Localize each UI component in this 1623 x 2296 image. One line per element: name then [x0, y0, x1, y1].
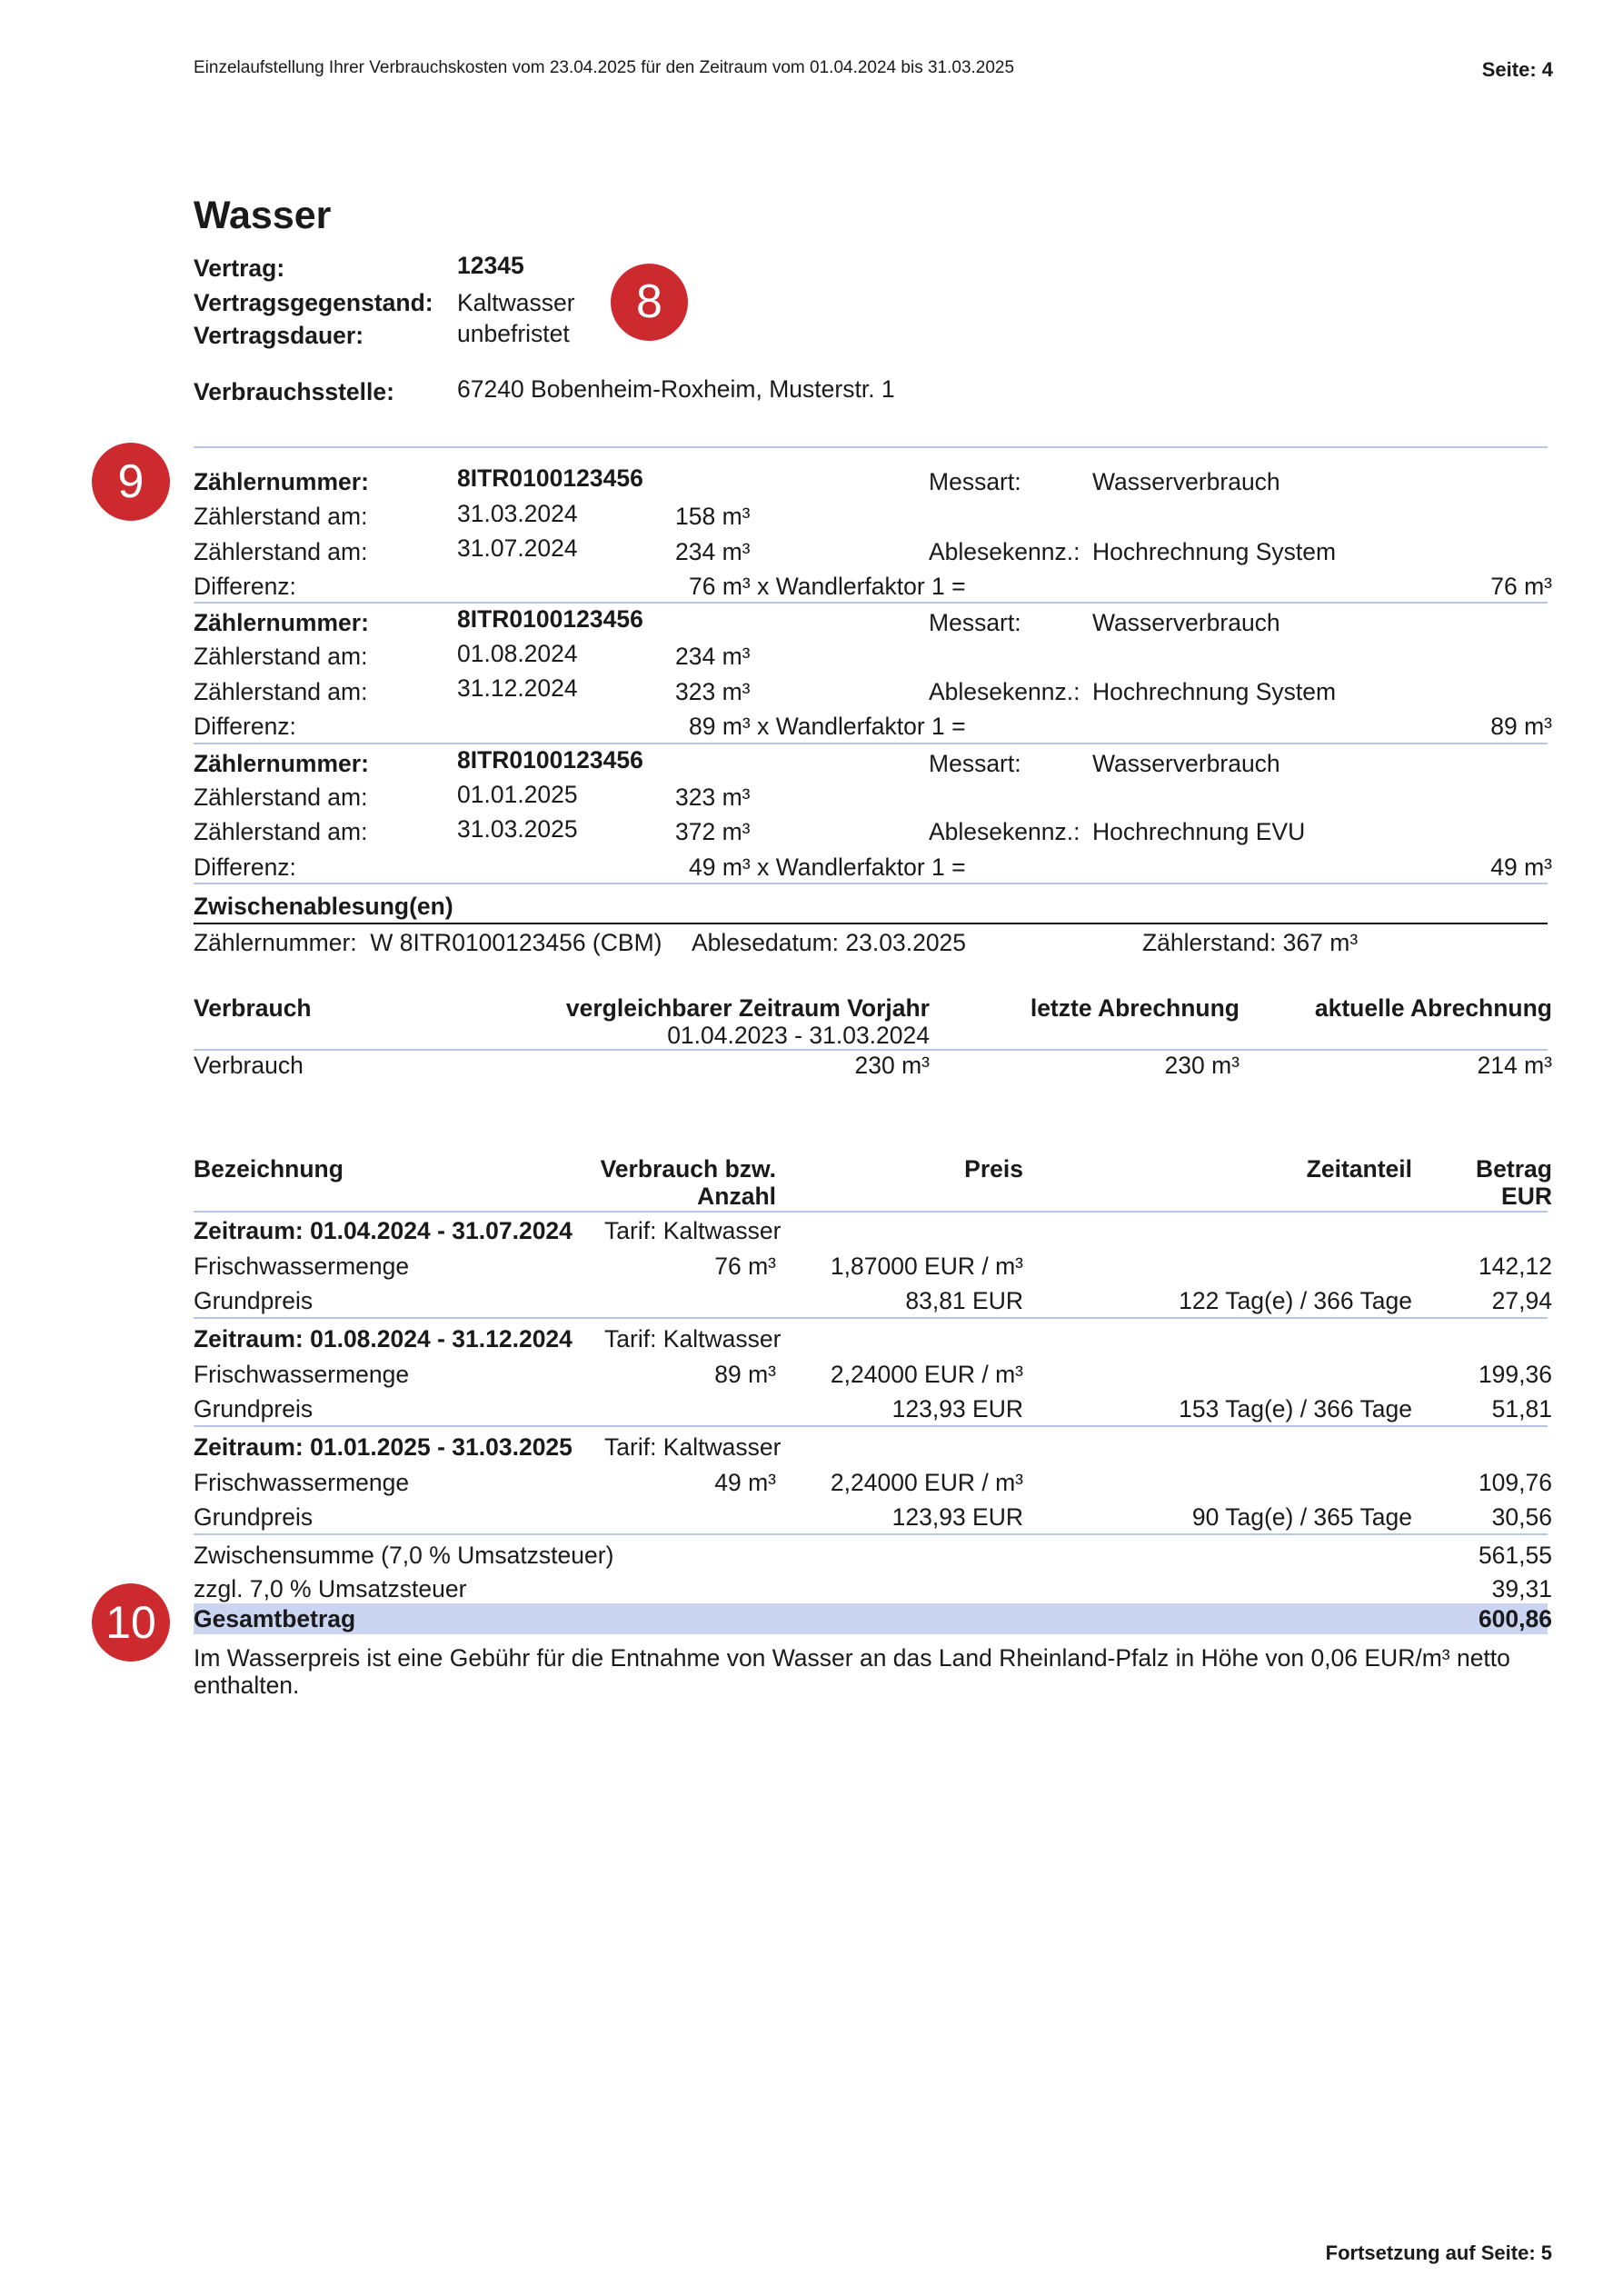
divider	[194, 1533, 1548, 1535]
zaehlerstand-value: 158 m³	[675, 503, 751, 530]
col-header-preis: Preis	[964, 1155, 1023, 1183]
section-title: Wasser	[194, 194, 332, 237]
col-header-letzte: letzte Abrechnung	[1030, 994, 1240, 1022]
meter-number-label: Zählernummer:	[194, 750, 369, 777]
grundpreis-betrag: 51,81	[1491, 1395, 1552, 1423]
messart-value: Wasserverbrauch	[1092, 750, 1280, 777]
umsatzsteuer-label: zzgl. 7,0 % Umsatzsteuer	[194, 1575, 467, 1602]
grundpreis-preis: 123,93 EUR	[891, 1503, 1023, 1531]
gesamtbetrag-value: 600,86	[1478, 1605, 1552, 1632]
frischwasser-betrag: 199,36	[1478, 1361, 1552, 1388]
zaehlerstand-date: 31.12.2024	[457, 674, 578, 702]
tarif-label: Tarif: Kaltwasser	[604, 1433, 782, 1461]
zeitraum-label: Zeitraum: 01.01.2025 - 31.03.2025	[194, 1433, 573, 1461]
vertragsgegenstand-label: Vertragsgegenstand:	[194, 289, 433, 316]
document-header-title: Einzelaufstellung Ihrer Verbrauchskosten vom 23.04.2025 für den Zeitraum vom 01.04.2024 bis 31.03.2025	[194, 58, 1015, 77]
zaehlerstand-date: 31.03.2025	[457, 815, 578, 843]
zeitraum-label: Zeitraum: 01.04.2024 - 31.07.2024	[194, 1217, 573, 1244]
continuation-footer: Fortsetzung auf Seite: 5	[1325, 2241, 1552, 2264]
zaehlerstand-value: 234 m³	[675, 538, 751, 565]
tarif-label: Tarif: Kaltwasser	[604, 1325, 782, 1353]
callout-badge-10: 10	[92, 1583, 170, 1662]
zaehlerstand-label: Zählerstand am:	[194, 678, 368, 705]
verbrauchsstelle-value: 67240 Bobenheim-Roxheim, Musterstr. 1	[457, 375, 895, 403]
frischwasser-menge: 76 m³	[714, 1253, 776, 1280]
zaehlerstand-value: 323 m³	[675, 784, 751, 811]
zaehlerstand-label: Zählerstand am:	[194, 784, 368, 811]
divider	[194, 1425, 1548, 1427]
zwischenablesung-title: Zwischenablesung(en)	[194, 893, 453, 920]
frischwasser-menge: 89 m³	[714, 1361, 776, 1388]
umsatzsteuer-value: 39,31	[1491, 1575, 1552, 1602]
col-header-vorjahr: vergleichbarer Zeitraum Vorjahr	[565, 994, 930, 1022]
zaehlerstand-value: 323 m³	[675, 678, 751, 705]
ablesekennz-value: Hochrechnung EVU	[1092, 818, 1306, 845]
zaehlerstand-date: 01.08.2024	[457, 640, 578, 667]
zaehlerstand-value: 372 m³	[675, 818, 751, 845]
differenz-result: 49 m³	[1490, 854, 1552, 881]
gesamtbetrag-label: Gesamtbetrag	[194, 1605, 356, 1632]
vertragsdauer-label: Vertragsdauer:	[194, 322, 364, 349]
note-line-2: enthalten.	[194, 1672, 300, 1699]
frischwasser-label: Frischwassermenge	[194, 1253, 410, 1280]
meter-number-value: 8ITR0100123456	[457, 746, 643, 774]
zaehlerstand-date: 01.01.2025	[457, 781, 578, 808]
grundpreis-zeitanteil: 122 Tag(e) / 366 Tage	[1179, 1287, 1412, 1314]
frischwasser-label: Frischwassermenge	[194, 1469, 410, 1496]
col-header-zeitanteil: Zeitanteil	[1306, 1155, 1412, 1183]
meter-number-label: Zählernummer:	[194, 609, 369, 636]
col-header-vorjahr-range: 01.04.2023 - 31.03.2024	[667, 1022, 930, 1049]
zwischenablesung-datum: Ablesedatum: 23.03.2025	[692, 929, 967, 956]
frischwasser-label: Frischwassermenge	[194, 1361, 410, 1388]
vertrag-label: Vertrag:	[194, 255, 285, 282]
differenz-result: 76 m³	[1490, 573, 1552, 600]
messart-label: Messart:	[929, 609, 1021, 636]
zwischensumme-label: Zwischensumme (7,0 % Umsatzsteuer)	[194, 1542, 614, 1569]
page-number: Seite: 4	[1481, 58, 1553, 81]
frischwasser-menge: 49 m³	[714, 1469, 776, 1496]
tarif-label: Tarif: Kaltwasser	[604, 1217, 782, 1244]
grundpreis-zeitanteil: 153 Tag(e) / 366 Tage	[1179, 1395, 1412, 1423]
divider	[194, 923, 1548, 924]
differenz-label: Differenz:	[194, 713, 296, 740]
divider	[194, 743, 1548, 744]
zaehlerstand-date: 31.03.2024	[457, 500, 578, 527]
divider	[194, 883, 1548, 884]
verbrauch-aktuelle: 214 m³	[1477, 1052, 1552, 1079]
zwischensumme-value: 561,55	[1478, 1542, 1552, 1569]
frischwasser-betrag: 109,76	[1478, 1469, 1552, 1496]
zaehlerstand-label: Zählerstand am:	[194, 818, 368, 845]
grundpreis-label: Grundpreis	[194, 1395, 314, 1423]
vertragsdauer-value: unbefristet	[457, 320, 570, 347]
ablesekennz-value: Hochrechnung System	[1092, 538, 1337, 565]
verbrauchsstelle-label: Verbrauchsstelle:	[194, 378, 394, 405]
messart-label: Messart:	[929, 468, 1021, 495]
frischwasser-preis: 2,24000 EUR / m³	[830, 1361, 1023, 1388]
zaehlerstand-label: Zählerstand am:	[194, 503, 368, 530]
meter-number-value: 8ITR0100123456	[457, 464, 643, 492]
zaehlerstand-label: Zählerstand am:	[194, 538, 368, 565]
zeitraum-label: Zeitraum: 01.08.2024 - 31.12.2024	[194, 1325, 573, 1353]
frischwasser-preis: 2,24000 EUR / m³	[830, 1469, 1023, 1496]
verbrauch-letzte: 230 m³	[1164, 1052, 1240, 1079]
col-header-verbrauch: Verbrauch	[194, 994, 312, 1022]
verbrauch-row-label: Verbrauch	[194, 1052, 304, 1079]
grundpreis-label: Grundpreis	[194, 1287, 314, 1314]
messart-label: Messart:	[929, 750, 1021, 777]
differenz-formula: 89 m³ x Wandlerfaktor 1 =	[689, 713, 966, 740]
vertragsgegenstand-value: Kaltwasser	[457, 289, 575, 316]
col-header-anzahl: Anzahl	[697, 1183, 776, 1210]
divider	[194, 602, 1548, 604]
gesamtbetrag-highlight	[194, 1603, 1548, 1634]
grundpreis-preis: 123,93 EUR	[891, 1395, 1023, 1423]
col-header-betrag: Betrag	[1476, 1155, 1552, 1183]
col-header-aktuelle: aktuelle Abrechnung	[1314, 994, 1552, 1022]
ablesekennz-label: Ablesekennz.:	[929, 538, 1080, 565]
callout-badge-9: 9	[92, 443, 170, 521]
meter-number-value: 8ITR0100123456	[457, 605, 643, 633]
ablesekennz-label: Ablesekennz.:	[929, 678, 1080, 705]
grundpreis-label: Grundpreis	[194, 1503, 314, 1531]
verbrauch-vorjahr: 230 m³	[854, 1052, 930, 1079]
meter-number-label: Zählernummer:	[194, 468, 369, 495]
divider	[194, 446, 1548, 448]
vertrag-value: 12345	[457, 252, 524, 279]
ablesekennz-label: Ablesekennz.:	[929, 818, 1080, 845]
frischwasser-betrag: 142,12	[1478, 1253, 1552, 1280]
note-line-1: Im Wasserpreis ist eine Gebühr für die Entnahme von Wasser an das Land Rheinland-Pfalz in Höhe von 0,06 EUR/m³ netto	[194, 1644, 1510, 1672]
col-header-bezeichnung: Bezeichnung	[194, 1155, 344, 1183]
zwischenablesung-meter: Zählernummer: W 8ITR0100123456 (CBM)	[194, 929, 662, 956]
differenz-label: Differenz:	[194, 854, 296, 881]
grundpreis-preis: 83,81 EUR	[905, 1287, 1023, 1314]
grundpreis-zeitanteil: 90 Tag(e) / 365 Tage	[1191, 1503, 1412, 1531]
differenz-result: 89 m³	[1490, 713, 1552, 740]
divider	[194, 1317, 1548, 1319]
grundpreis-betrag: 30,56	[1491, 1503, 1552, 1531]
divider	[194, 1211, 1548, 1213]
col-header-eur: EUR	[1501, 1183, 1552, 1210]
frischwasser-preis: 1,87000 EUR / m³	[830, 1253, 1023, 1280]
messart-value: Wasserverbrauch	[1092, 468, 1280, 495]
callout-badge-8: 8	[611, 264, 688, 341]
differenz-label: Differenz:	[194, 573, 296, 600]
zaehlerstand-date: 31.07.2024	[457, 534, 578, 562]
col-header-verbrauch: Verbrauch bzw.	[600, 1155, 776, 1183]
grundpreis-betrag: 27,94	[1491, 1287, 1552, 1314]
divider	[194, 1049, 1548, 1051]
differenz-formula: 76 m³ x Wandlerfaktor 1 =	[689, 573, 966, 600]
zwischenablesung-stand: Zählerstand: 367 m³	[1142, 929, 1359, 956]
messart-value: Wasserverbrauch	[1092, 609, 1280, 636]
ablesekennz-value: Hochrechnung System	[1092, 678, 1337, 705]
zaehlerstand-value: 234 m³	[675, 643, 751, 670]
differenz-formula: 49 m³ x Wandlerfaktor 1 =	[689, 854, 966, 881]
zaehlerstand-label: Zählerstand am:	[194, 643, 368, 670]
